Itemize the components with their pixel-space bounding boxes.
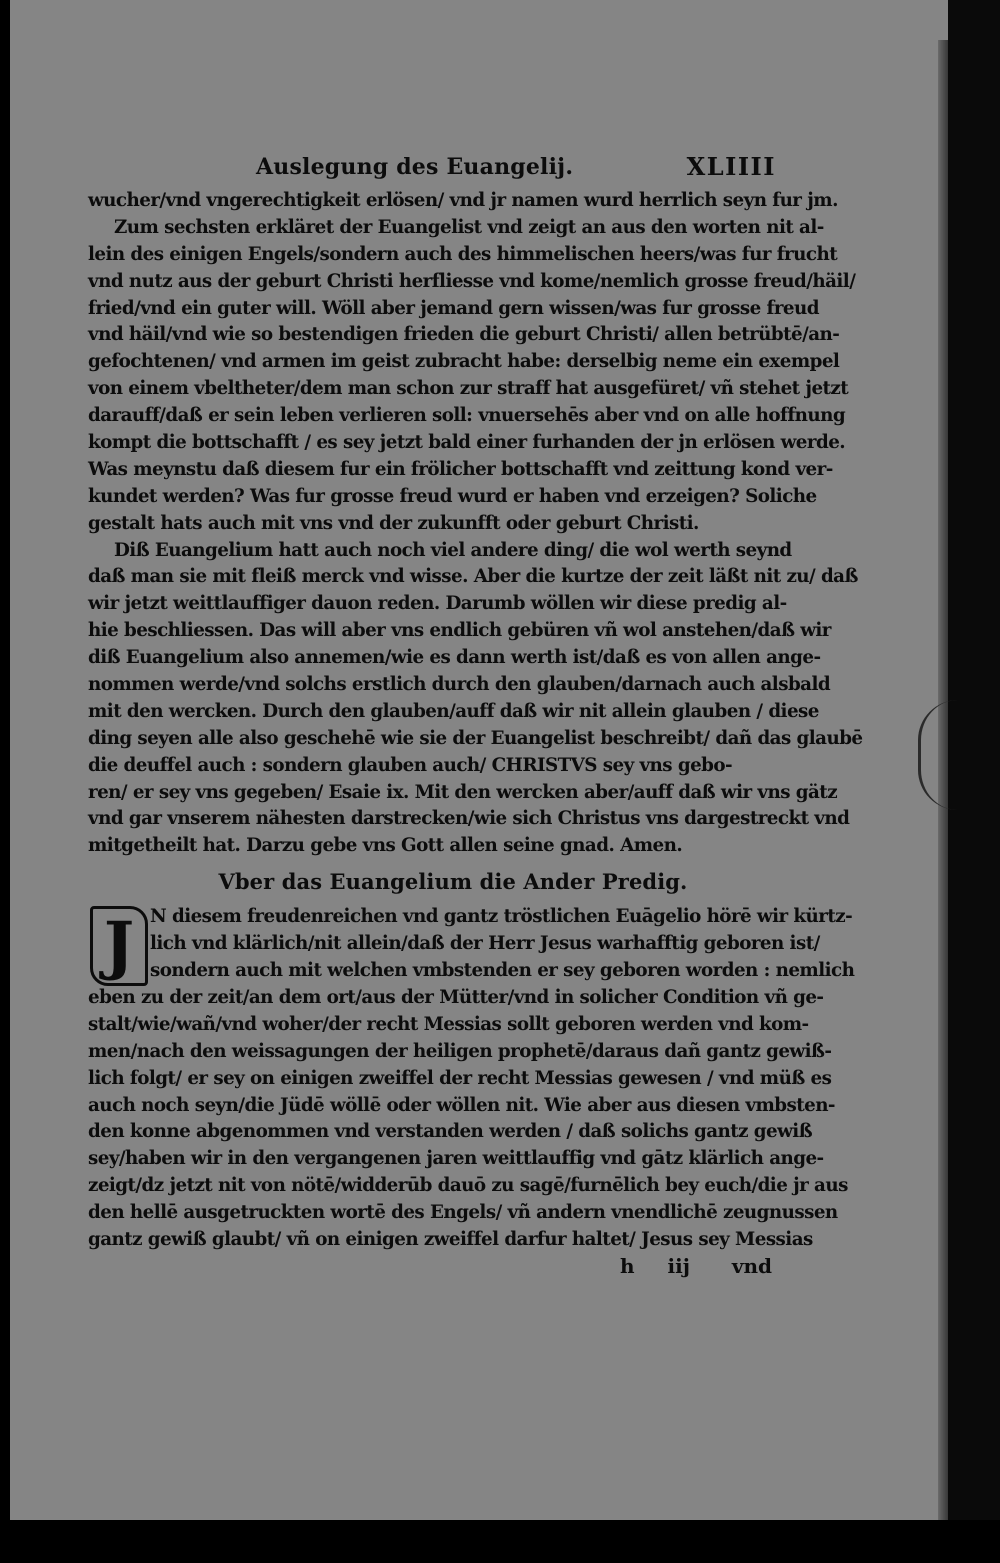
drop-cap-initial: J [90,906,148,986]
text-line: daß man sie mit fleiß merck vnd wisse. Aber die kurtze der zeit läßt nit zu/ daß [88,566,858,588]
text-line: sey/haben wir in den vergangenen jaren weittlauffig vnd gātz klärlich ange- [88,1148,824,1170]
text-line: stalt/wie/wañ/vnd woher/der recht Messias sollt geboren werden vnd kom- [88,1013,809,1035]
text-line: lich folgt/ er sey on einigen zweiffel der recht Messias gewesen / vnd müß es [88,1067,832,1089]
text-line: kundet werden? Was fur grosse freud wurd er haben vnd erzeigen? Soliche [88,485,817,507]
text-line: die deuffel auch : sondern glauben auch/ CHRISTVS sey vns gebo- [88,754,733,776]
text-line: gefochtenen/ vnd armen im geist zubracht habe: derselbig neme ein exempel [88,351,840,373]
text-line: wucher/vnd vngerechtigkeit erlösen/ vnd jr namen wurd herrlich seyn fur jm. [88,190,838,211]
page-footer [88,1254,778,1284]
text-line: auch noch seyn/die Jüdē wöllē oder wöllen nit. Wie aber aus diesen vmbsten- [88,1094,835,1116]
text-line: hie beschliessen. Das will aber vns endlich gebüren vñ wol anstehen/daß wir [88,620,831,642]
text-line: darauff/daß er sein leben verlieren soll: vnuersehēs aber vnd on alle hoffnung [88,405,846,427]
text-line: nommen werde/vnd solchs erstlich durch den glauben/darnach auch alsbald [88,674,831,696]
page-header [88,148,778,188]
text-line: wir jetzt weittlauffiger dauon reden. Darumb wöllen wir diese predig al- [88,593,787,615]
text-line: von einem vbeltheter/dem man schon zur straff hat ausgefüret/ vñ stehet jetzt [88,378,849,400]
text-line: Was meynstu daß diesem fur ein frölicher bottschafft vnd zeittung kond ver- [88,458,833,480]
catchword: vnd [731,1253,772,1278]
text-line: Zum sechsten erkläret der Euangelist vnd zeigt an aus den worten nit al- [114,216,824,238]
text-line: mitgetheilt hat. Darzu gebe vns Gott allen seine gnad. Amen. [88,835,683,857]
text-line: lein des einigen Engels/sondern auch des himmelischen heers/was fur frucht [88,243,838,265]
text-line: Diß Euangelium hatt auch noch viel andere ding/ die wol werth seynd [114,539,792,561]
text-line: mit den wercken. Durch den glauben/auff daß wir nit allein glauben / diese [88,700,819,722]
text-line: vnd nutz aus der geburt Christi herfliesse vnd kome/nemlich grosse freud/häil/ [88,270,856,292]
text-line: ding seyen alle also geschehē wie sie der Euangelist beschreibt/ dañ das glaubē [88,727,863,749]
folio-number: XLIIII [686,152,776,181]
signature-mark: h iij [620,1253,690,1278]
bottom-dark-edge [0,1520,1000,1563]
text-line: diß Euangelium also annemen/wie es dann werth ist/daß es von allen ange- [88,647,821,669]
text-line: N diesem freudenreichen vnd gantz tröstlichen Euāgelio hörē wir kürtz- [150,906,853,928]
text-line: zeigt/dz jetzt nit von nötē/widderūb dauō zu sagē/furnēlich bey euch/die jr aus [88,1175,848,1197]
running-title: Auslegung des Euangelij. [256,154,574,180]
text-line: kompt die bottschafft / es sey jetzt bald einer furhanden der jn erlösen werde. [88,432,846,454]
text-line: eben zu der zeit/an dem ort/aus der Mütter/vnd in solicher Condition vñ ge- [88,986,824,1008]
text-line: men/nach den weissagungen der heiligen prophetē/daraus dañ gantz gewiß- [88,1040,832,1062]
left-dark-edge [0,0,6,1563]
text-line: den hellē ausgetruckten wortē des Engels/ vñ andern vnendlichē zeugnussen [88,1202,838,1224]
text-line: gestalt hats auch mit vns vnd der zukunfft oder geburt Christi. [88,512,699,534]
text-line: fried/vnd ein guter will. Wöll aber jemand gern wissen/was fur grosse freud [88,297,819,319]
text-line: ren/ er sey vns gegeben/ Esaie ix. Mit den wercken aber/auff daß wir vns gätz [88,781,838,803]
text-block [88,148,863,1284]
text-line: vnd häil/vnd wie so bestendigen frieden die geburt Christi/ allen betrübtē/an- [88,324,840,346]
text-line: den konne abgenommen vnd verstanden werden / daß solichs gantz gewiß [88,1121,813,1143]
top-section [88,188,863,860]
text-line: lich vnd klärlich/nit allein/daß der Herr Jesus warhafftig geboren ist/ [150,933,820,955]
section-heading: Vber das Euangelium die Ander Predig. [218,869,688,895]
bottom-section [88,904,855,1254]
text-line: vnd gar vnserem nähesten darstrecken/wie sich Christus vns dargestreckt vnd [88,808,850,830]
text-line: gantz gewiß glaubt/ vñ on einigen zweiffel darfur haltet/ Jesus sey Messias [88,1228,813,1250]
text-line: sondern auch mit welchen vmbstenden er sey geboren worden : nemlich [150,960,855,982]
